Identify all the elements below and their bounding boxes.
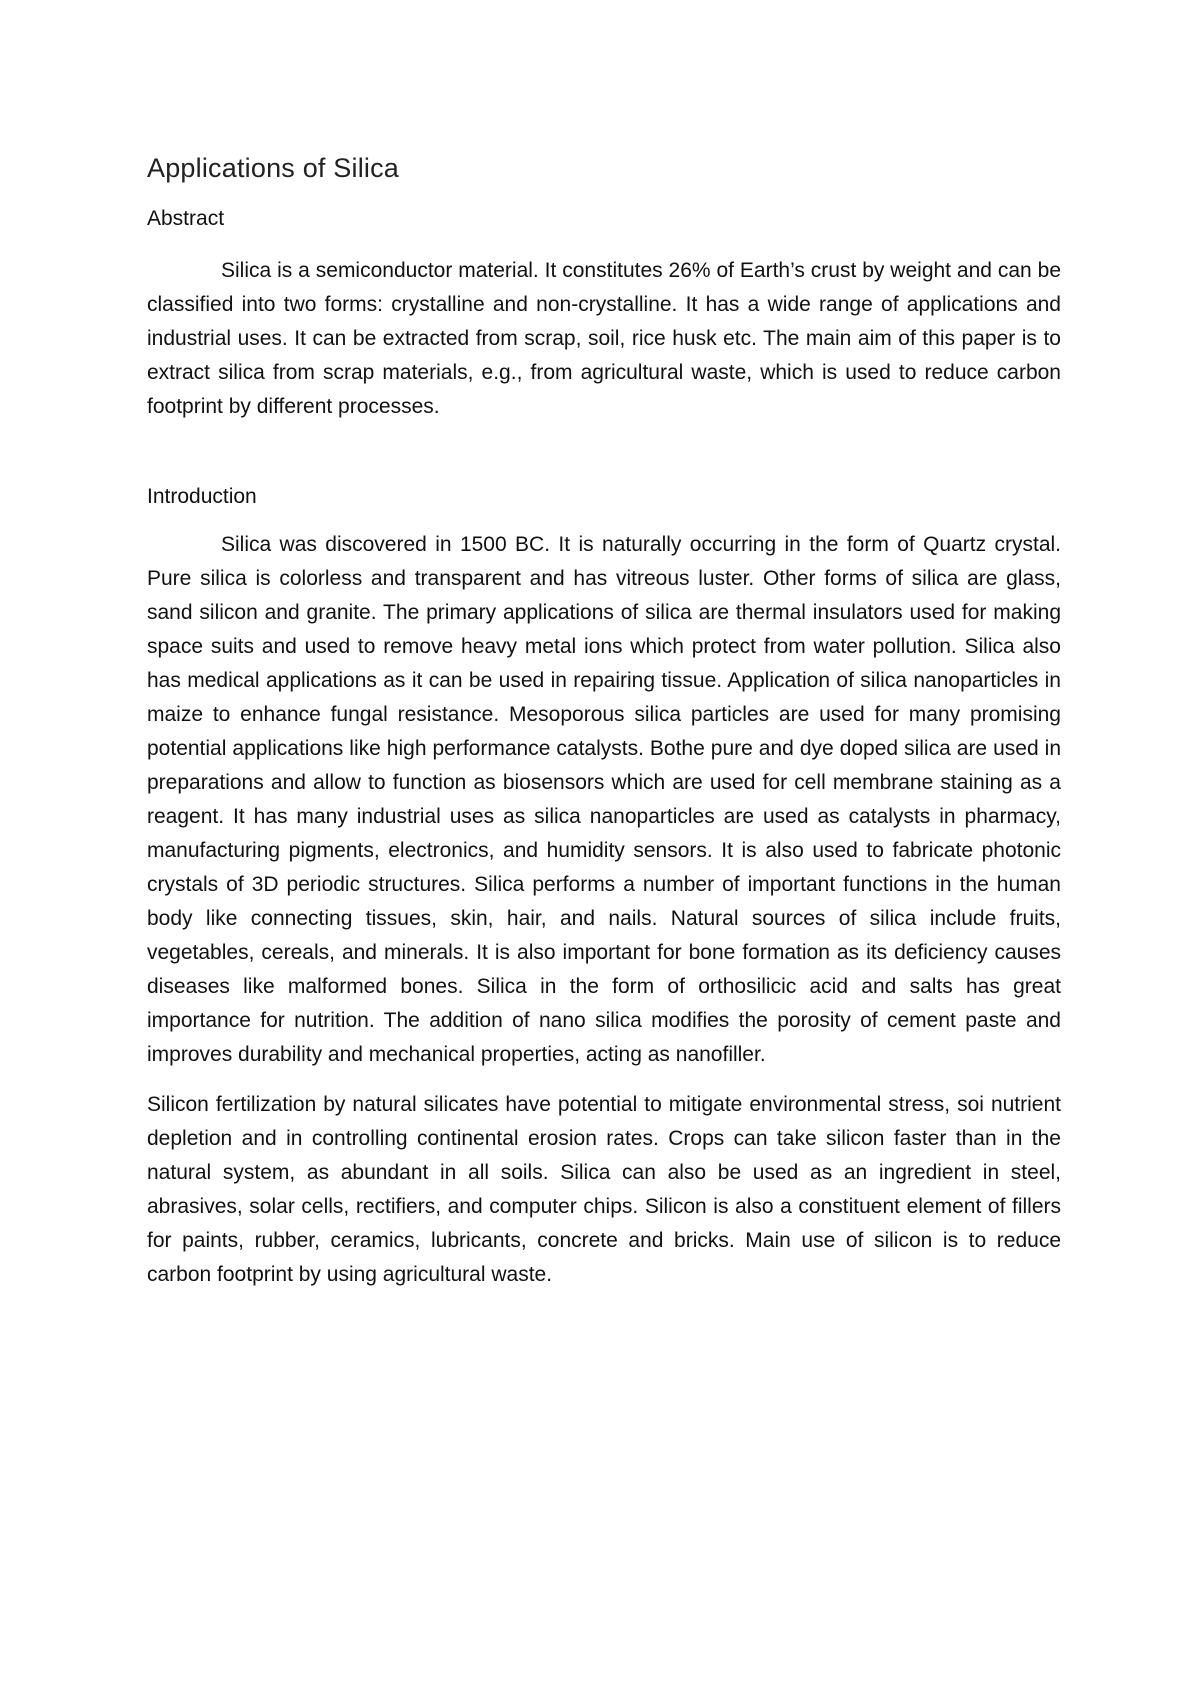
introduction-heading: Introduction (147, 485, 257, 508)
abstract-paragraph: Silica is a semiconductor material. It constitutes 26% of Earth’s crust by weight and can be classified into two forms: crystalline and non-crystalline. It has a wide range of applications and industrial uses. It can be extracted from scrap, soil, rice husk etc. The main aim of this paper is to extract silica from scrap materials, e.g., from agricultural waste, which is used to reduce carbon footprint by different processes. (147, 259, 1061, 418)
document-content (147, 148, 1061, 1292)
document-title: Applications of Silica (147, 153, 400, 183)
abstract-heading: Abstract (147, 207, 225, 230)
introduction-paragraph-2: Silicon fertilization by natural silicates have potential to mitigate environmental stress, soi nutrient depletion and in controlling continental erosion rates. Crops can take silicon faster than in the natural system, as abundant in all soils. Silica can also be used as an ingredient in steel, abrasives, solar cells, rectifiers, and computer chips. Silicon is also a constituent element of fillers for paints, rubber, ceramics, lubricants, concrete and bricks. Main use of silicon is to reduce carbon footprint by using agricultural waste. (147, 1093, 1061, 1286)
introduction-paragraph-1: Silica was discovered in 1500 BC. It is naturally occurring in the form of Quartz crystal. Pure silica is colorless and transparent and has vitreous luster. Other forms of silica are glass, sand silicon and granite. The primary applications of silica are thermal insulators used for making space suits and used to remove heavy metal ions which protect from water pollution. Silica also has medical applications as it can be used in repairing tissue. Application of silica nanoparticles in maize to enhance fungal resistance. Mesoporous silica particles are used for many promising potential applications like high performance catalysts. Bothe pure and dye doped silica are used in preparations and allow to function as biosensors which are used for cell membrane staining as a reagent. It has many industrial uses as silica nanoparticles are used as catalysts in pharmacy, manufacturing pigments, electronics, and humidity sensors. It is also used to fabricate photonic crystals of 3D periodic structures. Silica performs a number of important functions in the human body like connecting tissues, skin, hair, and nails. Natural sources of silica include fruits, vegetables, cereals, and minerals. It is also important for bone formation as its deficiency causes diseases like malformed bones. Silica in the form of orthosilicic acid and salts has great importance for nutrition. The addition of nano silica modifies the porosity of cement paste and improves durability and mechanical properties, acting as nanofiller. (147, 533, 1061, 1066)
